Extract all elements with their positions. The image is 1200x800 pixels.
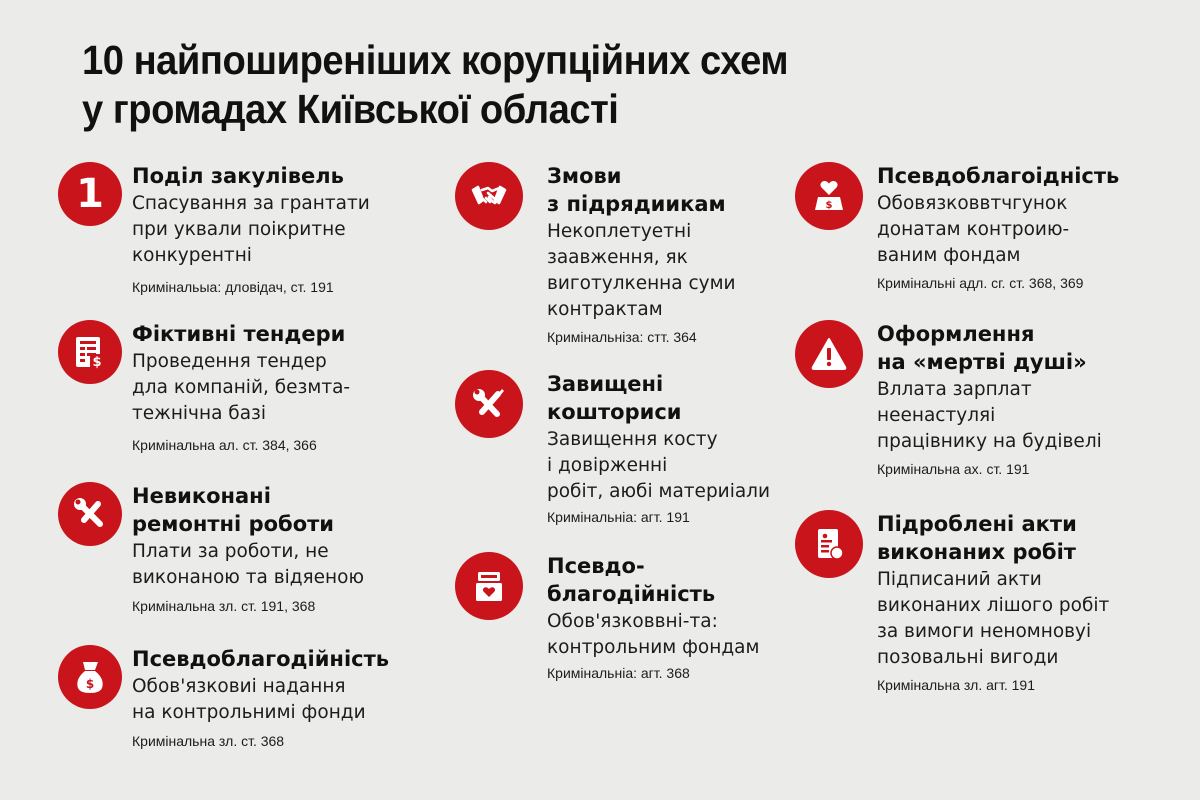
description-line: контрактам xyxy=(547,299,663,320)
description-line: Плати за роботи, не xyxy=(132,541,329,562)
tender-document-dollar-icon xyxy=(58,320,122,384)
scheme-title-line: Поділ закулівель xyxy=(132,164,344,188)
scheme-title xyxy=(877,510,1109,566)
scheme-title-line: кошториси xyxy=(547,400,682,424)
scheme-description xyxy=(132,674,389,726)
scheme-title-line: Оформлення xyxy=(877,322,1035,346)
description-line: працівнику на будівелі xyxy=(877,431,1102,452)
description-line: на контрольнимі фонди xyxy=(132,702,366,723)
scheme-description xyxy=(877,567,1109,671)
warning-triangle-icon xyxy=(795,320,863,388)
description-line: Спасування за грантати xyxy=(132,193,370,214)
tools-crossed-icon xyxy=(455,370,523,438)
svg-text:$: $ xyxy=(85,677,95,691)
certificate-document-icon xyxy=(795,510,863,578)
scheme-description xyxy=(547,219,736,323)
description-line: Обов'язковиі надання xyxy=(132,676,346,697)
description-line: Обовязковвтчгунок xyxy=(877,193,1068,214)
scheme-title-line: з підрядиикам xyxy=(547,192,726,216)
description-line: донатам контроию- xyxy=(877,219,1070,240)
description-line: Проведення тендер xyxy=(132,351,327,372)
description-line: Підписаниӣ акти xyxy=(877,569,1042,590)
scheme-title-line: благодійність xyxy=(547,582,716,606)
criminal-code-reference: Кримінальніа: агт. 191 xyxy=(547,509,690,525)
description-line: виконаною та відяеною xyxy=(132,567,365,588)
number-one-icon xyxy=(58,162,122,226)
scheme-title-line: Псевдоблагодійність xyxy=(132,647,390,671)
scheme-title xyxy=(547,162,736,218)
wrench-screwdriver-icon xyxy=(58,482,122,546)
description-line: виготулкенна суми xyxy=(547,273,736,294)
title-line-2: у громадах Київської області xyxy=(82,86,619,132)
description-line: заавження, як xyxy=(547,247,688,268)
description-line: контрольним фондам xyxy=(547,637,760,658)
title-line-1: 10 найпоширеніших корупційних схем xyxy=(82,37,789,83)
criminal-code-reference: Кримінальыа: дловідач, ст. 191 xyxy=(132,279,334,295)
description-line: Завищення косту xyxy=(547,429,718,450)
scheme-title-line: Псевдо- xyxy=(547,554,645,578)
scheme-title xyxy=(132,482,364,538)
scheme-title-line: ремонтні роботи xyxy=(132,512,335,536)
description-line: позовальні вигоди xyxy=(877,647,1059,668)
scheme-title xyxy=(132,645,389,673)
svg-text:$: $ xyxy=(825,200,833,211)
description-line: конкурентні xyxy=(132,245,252,266)
description-line: робіт, аюбі материіали xyxy=(547,481,771,502)
scheme-title xyxy=(132,320,350,348)
description-line: при уквали поікритне xyxy=(132,219,346,240)
scheme-title-line: Невиконані xyxy=(132,484,271,508)
money-bag-icon xyxy=(58,645,122,709)
scheme-title-line: Завищені xyxy=(547,372,664,396)
criminal-code-reference: Кримінальна ал. ст. 384, 366 xyxy=(132,437,317,453)
scheme-description xyxy=(132,539,364,591)
scheme-title xyxy=(877,320,1102,376)
scheme-title xyxy=(877,162,1119,190)
donation-box-heart-icon xyxy=(455,552,523,620)
scheme-title-line: Фіктивні тендери xyxy=(132,322,346,346)
description-line: Обов'язковвні-та: xyxy=(547,611,718,632)
scheme-description xyxy=(877,377,1102,455)
handshake-icon xyxy=(455,162,523,230)
description-line: Вллата зарплат xyxy=(877,379,1032,400)
criminal-code-reference: Кримінальна зл. ст. 368 xyxy=(132,733,285,749)
scheme-description xyxy=(877,191,1119,269)
description-line: дла компаній, безмта- xyxy=(132,377,351,398)
scheme-title xyxy=(547,552,759,608)
criminal-code-reference: Кримінальніа: агт. 368 xyxy=(547,665,690,681)
criminal-code-reference: Кримінальніза: стт. 364 xyxy=(547,329,697,345)
description-line: тежнічна базі xyxy=(132,403,267,424)
description-line: за вимоги неномновуі xyxy=(877,621,1092,642)
description-line: Некоплетуетні xyxy=(547,221,692,242)
description-line: виконаних лішого робіт xyxy=(877,595,1110,616)
scheme-title-line: на «мертві душі» xyxy=(877,350,1087,374)
scheme-description xyxy=(547,427,770,505)
description-line: неенастуляі xyxy=(877,405,996,426)
scheme-title xyxy=(132,162,370,190)
scheme-title-line: виконаних робіт xyxy=(877,540,1076,564)
page-title xyxy=(82,36,788,134)
scheme-title xyxy=(547,370,770,426)
heart-dollar-tray-icon xyxy=(795,162,863,230)
scheme-title-line: Підроблені акти xyxy=(877,512,1077,536)
description-line: ваним фондам xyxy=(877,245,1021,266)
number-one-glyph: 1 xyxy=(76,171,104,217)
criminal-code-reference: Кримінальна ах. ст. 191 xyxy=(877,461,1030,477)
scheme-description xyxy=(132,349,350,427)
scheme-title-line: Псевдоблагоідність xyxy=(877,164,1120,188)
criminal-code-reference: Кримінальна зл. агт. 191 xyxy=(877,677,1035,693)
scheme-description xyxy=(547,609,759,661)
svg-text:$: $ xyxy=(92,355,102,370)
scheme-title-line: Змови xyxy=(547,164,622,188)
criminal-code-reference: Кримінальні адл. сг. ст. 368, 369 xyxy=(877,275,1084,291)
description-line: і довірженні xyxy=(547,455,668,476)
criminal-code-reference: Кримінальна зл. ст. 191, 368 xyxy=(132,598,316,614)
scheme-description xyxy=(132,191,370,269)
